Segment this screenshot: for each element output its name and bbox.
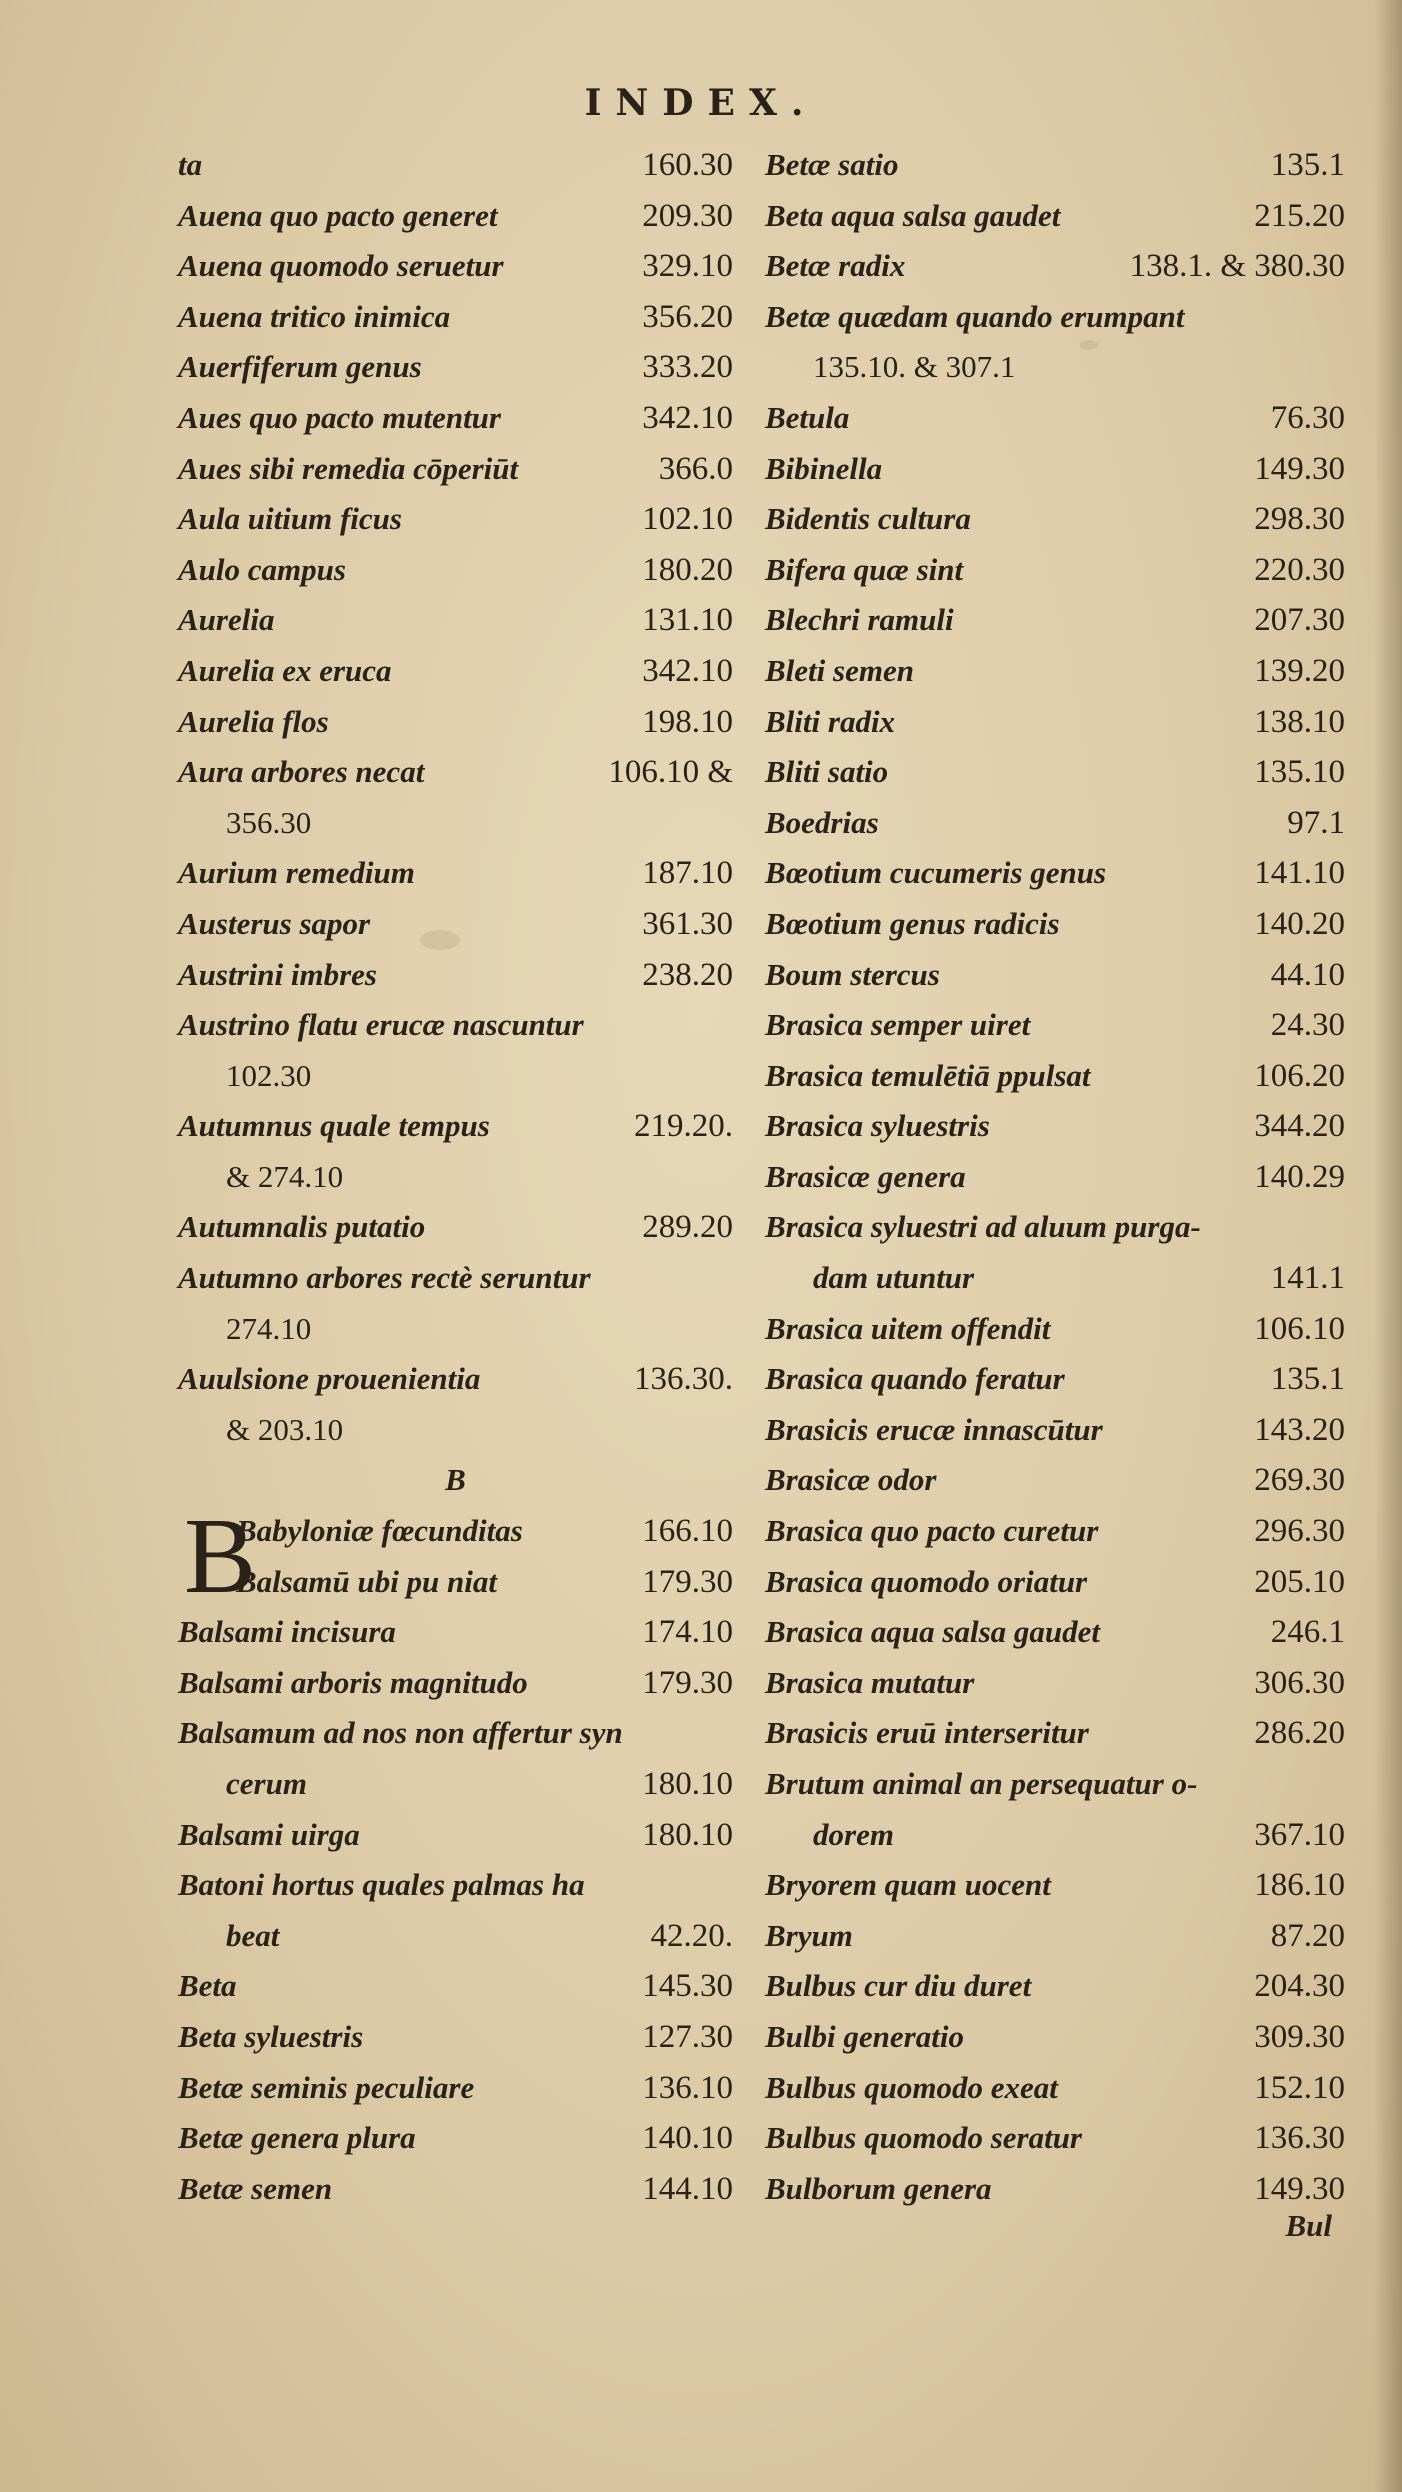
entry-page-ref: 144.10 [642,2170,733,2207]
entry-page-ref: 160.30 [642,147,733,183]
index-entry [765,1961,1345,2012]
entry-term: ta [178,147,203,182]
entry-term: Boum stercus [765,956,940,992]
entry-page-ref: 219.20. [634,1108,733,1145]
entry-page-ref: 207.30 [1254,602,1345,639]
entry-page-ref: 296.30 [1254,1513,1345,1550]
entry-term: Brasica syluestris [765,1108,990,1144]
entry-term: Aulo campus [178,551,346,587]
entry-term: Aurelia ex eruca [178,652,392,688]
entry-page-ref: 344.20 [1254,1108,1345,1145]
index-entry [178,697,733,748]
entry-term: Autumnus quale tempus [178,1108,490,1144]
index-entry [178,1000,733,1051]
entry-term: Brasicis eruū interseritur [765,1715,1089,1751]
entry-page-ref: 87.20 [1270,1917,1345,1954]
entry-term: Brasica semper uiret [765,1007,1031,1043]
index-entry [178,798,733,849]
index-entry [765,646,1345,697]
entry-term: Bidentis cultura [765,501,971,537]
entry-page-ref: 42.20. [650,1917,733,1954]
index-entry [765,1354,1345,1405]
entry-page-ref: 135.1 [1270,147,1345,183]
entry-page-ref: 366.0 [658,450,733,487]
entry-page-ref: 143.20 [1254,1411,1345,1448]
entry-term: Austrino flatu erucæ nascuntur [178,1007,584,1043]
index-entry [178,1557,733,1608]
entry-term: Betæ semen [178,2170,333,2206]
index-entry [765,1253,1345,1304]
entry-page-ref: 140.10 [642,2120,733,2157]
index-entry [765,191,1345,242]
entry-term: Balsamū ubi pu niat [236,1563,498,1599]
entry-page-ref: 269.30 [1254,1462,1345,1499]
entry-page-ref: 127.30 [642,2018,733,2055]
index-entry [765,1557,1345,1608]
entry-page-ref: 141.1 [1270,1260,1345,1297]
entry-term: 135.10. & 307.1 [813,349,1016,385]
entry-term: Beta aqua salsa gaudet [765,197,1061,233]
entry-page-ref: 205.10 [1254,1563,1345,1600]
entry-term: Bliti radix [765,703,896,739]
entry-page-ref: 187.10 [642,855,733,892]
index-entry [178,1708,733,1759]
entry-page-ref: 342.10 [642,652,733,689]
entry-page-ref: 180.10 [642,1816,733,1853]
entry-page-ref: 356.20 [642,298,733,335]
index-column-right [765,140,1345,2214]
index-entry [178,1152,733,1203]
entry-page-ref: 136.10 [642,2069,733,2106]
index-entry [178,292,733,343]
entry-page-ref: 179.30 [642,1664,733,1701]
entry-term: Aula uitium ficus [178,501,402,537]
entry-term: Betæ satio [765,147,899,182]
index-entry [178,1051,733,1102]
entry-term: Betæ radix [765,248,906,284]
entry-term: Bulbus quomodo seratur [765,2120,1082,2156]
entry-page-ref: 367.10 [1254,1816,1345,1853]
index-entry [765,444,1345,495]
index-entry [178,1658,733,1709]
index-entry [765,1405,1345,1456]
page-header: INDEX. [584,82,818,124]
index-entry [765,2113,1345,2164]
index-entry [178,1304,733,1355]
entry-term: Bulbus cur diu duret [765,1968,1032,2004]
entry-term: Brasicæ odor [765,1462,937,1498]
entry-page-ref: 106.10 [1254,1310,1345,1347]
entry-page-ref: 174.10 [642,1614,733,1651]
index-entry [765,140,1345,191]
entry-term: 102.30 [226,1057,312,1093]
index-entry [765,393,1345,444]
page-edge-shadow [1374,0,1402,2492]
index-entry [178,1911,733,1962]
entry-term: dorem [813,1816,894,1852]
entry-page-ref: 198.10 [642,703,733,740]
drop-capital: B [184,1497,257,1617]
index-entry [178,1202,733,1253]
entry-page-ref: 166.10 [642,1513,733,1550]
index-entry [178,2063,733,2114]
index-entry [178,545,733,596]
entry-term: & 274.10 [226,1158,344,1194]
entry-term: Brasica quando feratur [765,1361,1065,1397]
entry-term: 274.10 [226,1310,312,1346]
index-entry [765,1911,1345,1962]
entry-term: Boedrias [765,804,879,840]
entry-page-ref: 76.30 [1270,399,1345,436]
entry-page-ref: 106.10 & [608,754,733,791]
entry-page-ref: 298.30 [1254,501,1345,538]
index-entry [178,1253,733,1304]
entry-page-ref: 309.30 [1254,2018,1345,2055]
entry-page-ref: 342.10 [642,399,733,436]
index-entry [765,1810,1345,1861]
entry-page-ref: 136.30. [634,1361,733,1398]
index-entry [765,2063,1345,2114]
entry-term: Betæ quædam quando erumpant [765,298,1185,334]
entry-page-ref: 220.30 [1254,551,1345,588]
entry-term: Blechri ramuli [765,602,954,638]
index-entry [178,1101,733,1152]
index-entry [178,1607,733,1658]
index-entry [178,1405,733,1456]
entry-term: Balsami uirga [178,1816,360,1852]
entry-page-ref: 186.10 [1254,1867,1345,1904]
index-entry [765,2164,1345,2215]
entry-term: Bœotium genus radicis [765,905,1060,941]
entry-page-ref: 215.20 [1254,197,1345,234]
entry-page-ref: 306.30 [1254,1664,1345,1701]
index-entry [178,646,733,697]
entry-page-ref: 24.30 [1270,1007,1345,1044]
entry-term: Balsami arboris magnitudo [178,1664,528,1700]
index-entry [765,1607,1345,1658]
entry-page-ref: 180.10 [642,1766,733,1802]
catchword: Bul [1285,2208,1332,2243]
index-entry [765,1455,1345,1506]
index-entry [178,1354,733,1405]
entry-page-ref: 329.10 [642,248,733,285]
index-entry [178,2164,733,2215]
index-entry [178,2012,733,2063]
index-entry [765,545,1345,596]
index-entry [765,1506,1345,1557]
entry-term: dam utuntur [813,1260,975,1296]
entry-term: Bœotium cucumeris genus [765,855,1107,891]
entry-page-ref: 246.1 [1270,1614,1345,1651]
index-entry [178,899,733,950]
entry-term: Aurelia flos [178,703,329,739]
index-entry [765,950,1345,1001]
entry-page-ref: 44.10 [1270,956,1345,993]
entry-term: Aurelia [178,602,275,638]
index-entry [178,848,733,899]
entry-page-ref: 140.29 [1254,1158,1345,1195]
index-entry [178,241,733,292]
index-entry [765,2012,1345,2063]
entry-term: Betæ seminis peculiare [178,2069,475,2105]
entry-term: Bulbus quomodo exeat [765,2069,1058,2105]
entry-term: 356.30 [226,804,312,840]
entry-page-ref: 135.10 [1254,754,1345,791]
index-entry [765,1000,1345,1051]
entry-page-ref: 145.30 [642,1968,733,2005]
entry-page-ref: 179.30 [642,1563,733,1600]
index-entry [178,393,733,444]
entry-page-ref: 139.20 [1254,652,1345,689]
entry-page-ref: 131.10 [642,602,733,639]
index-entry [178,747,733,798]
index-entry [178,342,733,393]
entry-term: beat [226,1917,280,1953]
entry-term: Betula [765,399,850,435]
index-entry [178,444,733,495]
index-entry [765,1759,1345,1810]
index-entry [765,1708,1345,1759]
index-entry [178,140,733,191]
entry-term: Austrini imbres [178,956,377,992]
index-entry [178,1810,733,1861]
entry-page-ref: 102.10 [642,501,733,538]
entry-page-ref: 333.20 [642,349,733,386]
entry-term: cerum [226,1766,307,1801]
entry-term: Aues quo pacto mutentur [178,399,501,435]
entry-page-ref: 141.10 [1254,855,1345,892]
entry-page-ref: 361.30 [642,905,733,942]
entry-term: Autumno arbores rectè seruntur [178,1260,591,1296]
entry-term: Auena tritico inimica [178,298,451,334]
index-entry [765,848,1345,899]
index-entry [178,595,733,646]
entry-term: Bulbi generatio [765,2018,964,2054]
entry-term: Aues sibi remedia cōperiūt [178,450,519,486]
index-entry [178,1860,733,1911]
entry-term: Babyloniæ fœcunditas [236,1513,523,1549]
entry-term: Autumnalis putatio [178,1209,426,1245]
entry-page-ref: 204.30 [1254,1968,1345,2005]
index-entry [765,595,1345,646]
entry-term: Auerfiferum genus [178,349,422,385]
index-entry [178,191,733,242]
index-entry [765,1860,1345,1911]
index-entry [765,1658,1345,1709]
entry-term: Bifera quæ sint [765,551,964,587]
entry-page-ref: 286.20 [1254,1715,1345,1752]
index-entry [765,697,1345,748]
entry-term: Batoni hortus quales palmas ha [178,1867,585,1903]
index-entry [765,241,1345,292]
entry-term: Brasica mutatur [765,1664,975,1700]
entry-term: Bleti semen [765,652,914,688]
entry-page-ref: 149.30 [1254,2170,1345,2207]
index-entry [765,1101,1345,1152]
section-heading: B [445,1462,466,1498]
entry-page-ref: 138.10 [1254,703,1345,740]
index-entry [765,1202,1345,1253]
index-entry [765,899,1345,950]
entry-term: Bliti satio [765,754,889,790]
entry-term: Brasicis erucæ innascūtur [765,1411,1103,1447]
entry-term: Auulsione prouenientia [178,1361,481,1397]
index-entry [765,1152,1345,1203]
entry-term: & 203.10 [226,1411,344,1447]
index-entry [765,1051,1345,1102]
entry-page-ref: 106.20 [1254,1057,1345,1094]
entry-term: Beta syluestris [178,2018,364,2054]
index-entry [178,2113,733,2164]
index-entry [178,494,733,545]
entry-term: Betæ genera plura [178,2120,416,2156]
entry-page-ref: 180.20 [642,551,733,588]
entry-page-ref: 149.30 [1254,450,1345,487]
index-entry [765,747,1345,798]
entry-page-ref: 135.1 [1270,1361,1345,1398]
entry-term: Bryum [765,1917,853,1953]
index-entry [178,950,733,1001]
entry-term: Bryorem quam uocent [765,1867,1051,1903]
entry-term: Balsami incisura [178,1614,396,1650]
entry-term: Brasica quomodo oriatur [765,1563,1088,1599]
index-entry [765,342,1345,393]
entry-page-ref: 152.10 [1254,2069,1345,2106]
index-column-left [178,140,733,2214]
entry-term: Brutum animal an persequatur o- [765,1766,1198,1801]
index-entry [765,1304,1345,1355]
entry-term: Austerus sapor [178,905,371,941]
entry-term: Brasica syluestri ad aluum purga- [765,1209,1201,1245]
entry-page-ref: 140.20 [1254,905,1345,942]
entry-term: Brasicæ genera [765,1158,966,1194]
entry-page-ref: 209.30 [642,197,733,234]
entry-term: Aura arbores necat [178,754,425,790]
entry-page-ref: 138.1. & 380.30 [1129,248,1345,285]
entry-page-ref: 289.20 [642,1209,733,1246]
entry-term: Auena quo pacto generet [178,197,498,233]
entry-term: Brasica aqua salsa gaudet [765,1614,1101,1650]
entry-page-ref: 136.30 [1254,2120,1345,2157]
entry-term: Auena quomodo seruetur [178,248,504,284]
entry-term: Brasica uitem offendit [765,1310,1051,1346]
entry-term: Beta [178,1968,237,2004]
entry-term: Brasica quo pacto curetur [765,1513,1099,1549]
index-entry [765,798,1345,849]
index-entry [765,292,1345,343]
entry-term: Bulborum genera [765,2170,992,2206]
index-entry [765,494,1345,545]
entry-term: Aurium remedium [178,855,415,891]
entry-term: Bibinella [765,450,883,486]
entry-page-ref: 238.20 [642,956,733,993]
entry-term: Balsamum ad nos non affertur syn [178,1715,623,1751]
index-entry [178,1961,733,2012]
entry-page-ref: 97.1 [1287,804,1345,841]
index-entry [178,1759,733,1810]
entry-term: Brasica temulētiā ppulsat [765,1057,1091,1093]
